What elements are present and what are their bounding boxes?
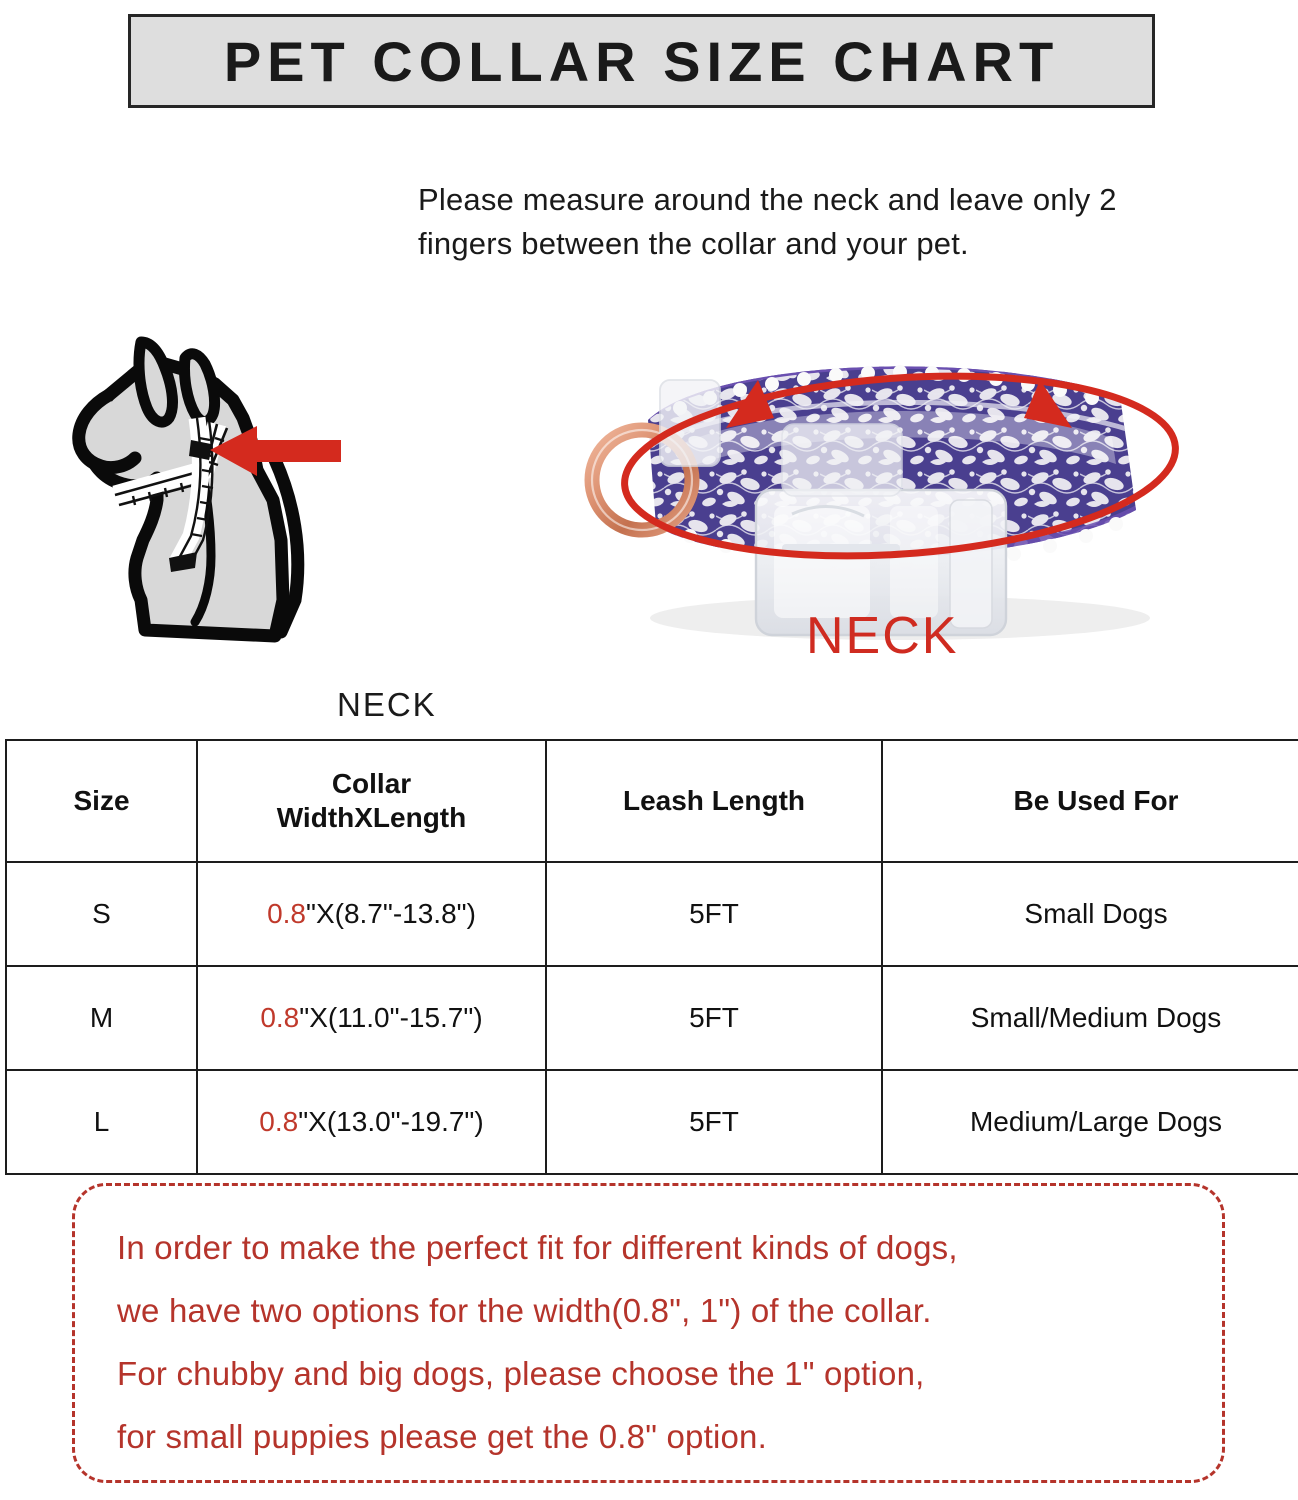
cell-collar-dimensions	[197, 1070, 546, 1174]
column-header-used-for: Be Used For	[882, 740, 1298, 862]
size-chart-table	[5, 739, 1298, 1175]
note-line-1: In order to make the perfect fit for different kinds of dogs,	[117, 1229, 958, 1266]
collar-length-value: "X(13.0"-19.7")	[298, 1106, 484, 1137]
dog-head-illustration	[45, 300, 385, 650]
table-header-row	[6, 740, 1298, 862]
note-line-2: we have two options for the width(0.8", 1") of the collar.	[117, 1292, 932, 1329]
table-row	[6, 966, 1298, 1070]
note-line-3: For chubby and big dogs, please choose the 1" option,	[117, 1355, 925, 1392]
table-row	[6, 862, 1298, 966]
collar-width-value: 0.8	[267, 898, 307, 929]
cell-collar-dimensions	[197, 966, 546, 1070]
dog-body-shape	[79, 342, 298, 636]
cell-used-for: Medium/Large Dogs	[882, 1070, 1298, 1174]
column-header-collar-line2: WidthXLength	[276, 802, 467, 833]
neck-label-collar: NECK	[806, 607, 959, 665]
measure-instructions	[418, 178, 1208, 266]
cell-collar-dimensions	[197, 862, 546, 966]
fit-advice-note	[72, 1183, 1225, 1483]
column-header-size: Size	[6, 740, 197, 862]
page-title: PET COLLAR SIZE CHART	[223, 29, 1060, 93]
cell-leash-length: 5FT	[546, 966, 882, 1070]
column-header-collar-line1: Collar	[331, 768, 412, 799]
column-header-collar-dimensions	[197, 740, 546, 862]
collar-width-value: 0.8	[259, 1106, 299, 1137]
instruction-line-1: Please measure around the neck and leave only 2	[418, 182, 1117, 217]
cell-used-for: Small/Medium Dogs	[882, 966, 1298, 1070]
page-title-banner	[128, 14, 1155, 108]
column-header-leash-length: Leash Length	[546, 740, 882, 862]
cell-size: M	[6, 966, 197, 1070]
cell-used-for: Small Dogs	[882, 862, 1298, 966]
collar-length-value: "X(11.0"-15.7")	[299, 1002, 483, 1033]
note-line-4: for small puppies please get the 0.8" option.	[117, 1418, 767, 1455]
cell-size: L	[6, 1070, 197, 1174]
neck-label-dog: NECK	[337, 686, 437, 723]
instruction-line-2: fingers between the collar and your pet.	[418, 226, 969, 261]
cell-leash-length: 5FT	[546, 1070, 882, 1174]
table-row	[6, 1070, 1298, 1174]
illustration-row	[0, 300, 1298, 723]
cell-size: S	[6, 862, 197, 966]
collar-width-value: 0.8	[260, 1002, 300, 1033]
cell-leash-length: 5FT	[546, 862, 882, 966]
collar-length-value: "X(8.7"-13.8")	[306, 898, 476, 929]
